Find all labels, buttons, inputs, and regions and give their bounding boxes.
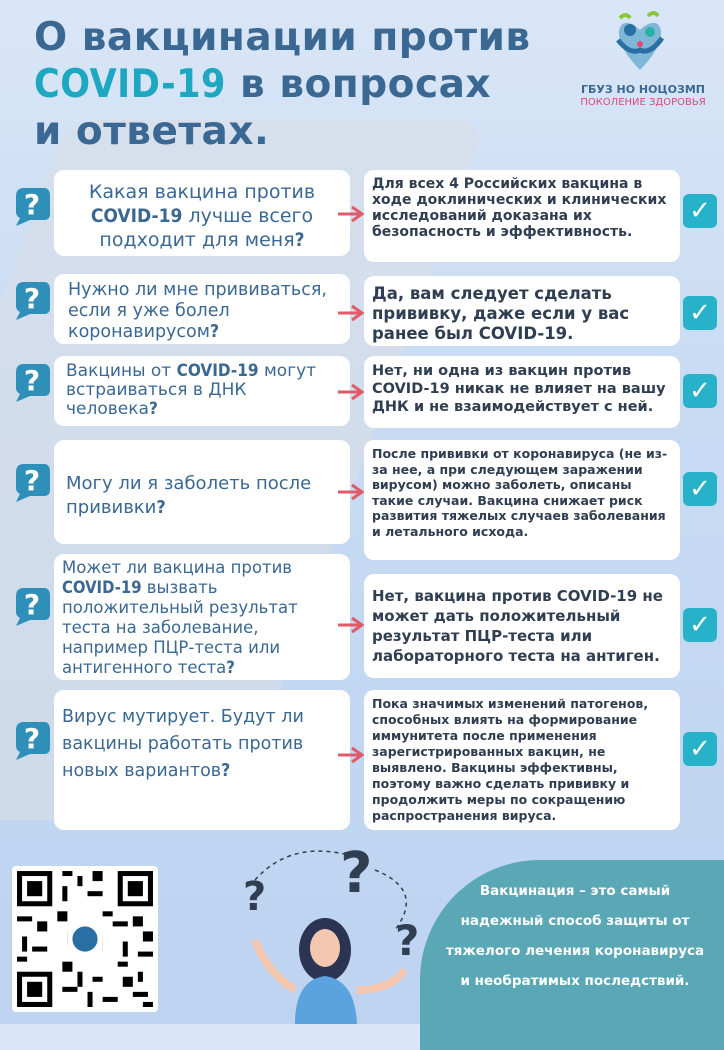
answer-text: Да, вам следует сделать прививку, даже если у вас ранее был COVID-19.	[372, 284, 630, 343]
title-line-3: и ответах.	[34, 109, 270, 154]
question-text: Вакцины от	[66, 361, 177, 381]
svg-text:?: ?	[395, 916, 420, 965]
question-card	[54, 690, 350, 830]
svg-text:?: ?	[23, 364, 41, 397]
org-subtitle: ПОКОЛЕНИЕ ЗДОРОВЬЯ	[580, 97, 706, 108]
qr-code-icon	[12, 866, 158, 1012]
woman-with-question-marks-illustration	[225, 840, 435, 1024]
title-line-1: О вакцинации против	[34, 15, 531, 60]
answer-text: После прививки от коронавируса (не из-за нее, а при следующем заражении вирусом) можно заболеть, описаны такие случаи. Вакцина снижает риск развития тяжелых случаев заболевания и летального исхода.	[372, 446, 668, 539]
checkmark-icon: ✓	[683, 608, 717, 642]
answer-card	[364, 574, 680, 678]
arrow-right-icon	[336, 745, 366, 765]
question-card	[54, 274, 350, 344]
question-keyword: COVID-19	[90, 205, 183, 227]
checkmark-icon: ✓	[683, 732, 717, 766]
arrow-right-icon	[336, 382, 366, 402]
question-bubble-icon	[10, 186, 52, 226]
title-line-2	[34, 61, 554, 108]
question-text: Какая вакцина против	[88, 181, 316, 203]
question-bubble-icon	[10, 586, 52, 626]
arrow-right-icon	[336, 482, 366, 502]
question-text: лучше всего подходит для меня	[99, 205, 314, 251]
checkmark-icon: ✓	[683, 296, 717, 330]
question-mark: ?	[156, 497, 166, 518]
question-keyword: COVID-19	[62, 578, 142, 597]
question-mark: ?	[209, 322, 220, 342]
question-mark: ?	[221, 761, 231, 781]
svg-text:?: ?	[23, 282, 41, 315]
answer-text: Нет, вакцина против COVID-19 не может дать положительный результат ПЦР-теста или лабораторного теста на антиген.	[372, 587, 663, 665]
page-title	[34, 14, 554, 155]
question-text: Могу ли я заболеть после прививки	[66, 473, 312, 518]
question-text: Нужно ли мне прививаться, если я уже болел коронавирусом	[68, 280, 327, 342]
answer-card	[364, 690, 680, 830]
question-bubble-icon	[10, 280, 52, 320]
answer-card	[364, 276, 680, 346]
question-bubble-icon	[10, 362, 52, 402]
answer-card	[364, 356, 680, 428]
title-keyword: COVID-19	[34, 62, 226, 107]
svg-text:?: ?	[23, 722, 41, 755]
question-bubble-icon	[10, 720, 52, 760]
question-bubble-icon	[10, 462, 52, 502]
question-mark: ?	[226, 658, 235, 677]
svg-text:?: ?	[23, 464, 41, 497]
question-text: Вирус мутирует. Будут ли вакцины работать против новых вариантов	[62, 707, 304, 781]
question-mark: ?	[294, 229, 305, 251]
svg-text:?: ?	[243, 874, 267, 920]
arrow-right-icon	[336, 204, 366, 224]
org-logo-icon	[600, 10, 680, 80]
qr-code[interactable]	[12, 866, 158, 1012]
answer-text: Нет, ни одна из вакцин против COVID-19 никак не влияет на вашу ДНК и не взаимодействует с ней.	[372, 363, 666, 415]
checkmark-icon: ✓	[683, 194, 717, 228]
checkmark-icon: ✓	[683, 374, 717, 408]
org-name: ГБУЗ НО НОЦОЗМП	[581, 83, 705, 96]
arrow-right-icon	[336, 615, 366, 635]
answer-card	[364, 170, 680, 262]
answer-card	[364, 440, 680, 560]
question-text: Может ли вакцина против	[62, 558, 293, 577]
summary-text: Вакцинация – это самый надежный способ защиты от тяжелого лечения коронавируса и необратимых последствий.	[445, 883, 705, 989]
svg-text:?: ?	[23, 188, 41, 221]
arrow-right-icon	[336, 303, 366, 323]
title-line-2-rest: в вопросах	[225, 62, 492, 107]
question-text: вызвать положительный результат теста на заболевание, например ПЦР-теста или антигенного теста	[62, 578, 298, 677]
svg-text:?: ?	[23, 588, 41, 621]
question-mark: ?	[148, 399, 158, 419]
question-text: могут встраиваться в ДНК человека	[66, 361, 317, 419]
question-card	[54, 440, 350, 544]
question-card	[54, 554, 350, 680]
answer-text: Пока значимых изменений патогенов, способных влиять на формирование иммунитета после применения зарегистрированных вакцин, не выявлено. Вакцины эффективны, поэтому важно сделать прививку и продолжить меры по сокращению распространения вируса.	[372, 696, 649, 823]
question-card	[54, 170, 350, 256]
checkmark-icon: ✓	[683, 472, 717, 506]
question-keyword: COVID-19	[176, 361, 259, 381]
question-card	[54, 356, 350, 426]
answer-text: Для всех 4 Российских вакцина в ходе доклинических и клинических исследований доказана их безопасность и эффективность.	[372, 176, 667, 240]
svg-text:?: ?	[340, 841, 373, 906]
